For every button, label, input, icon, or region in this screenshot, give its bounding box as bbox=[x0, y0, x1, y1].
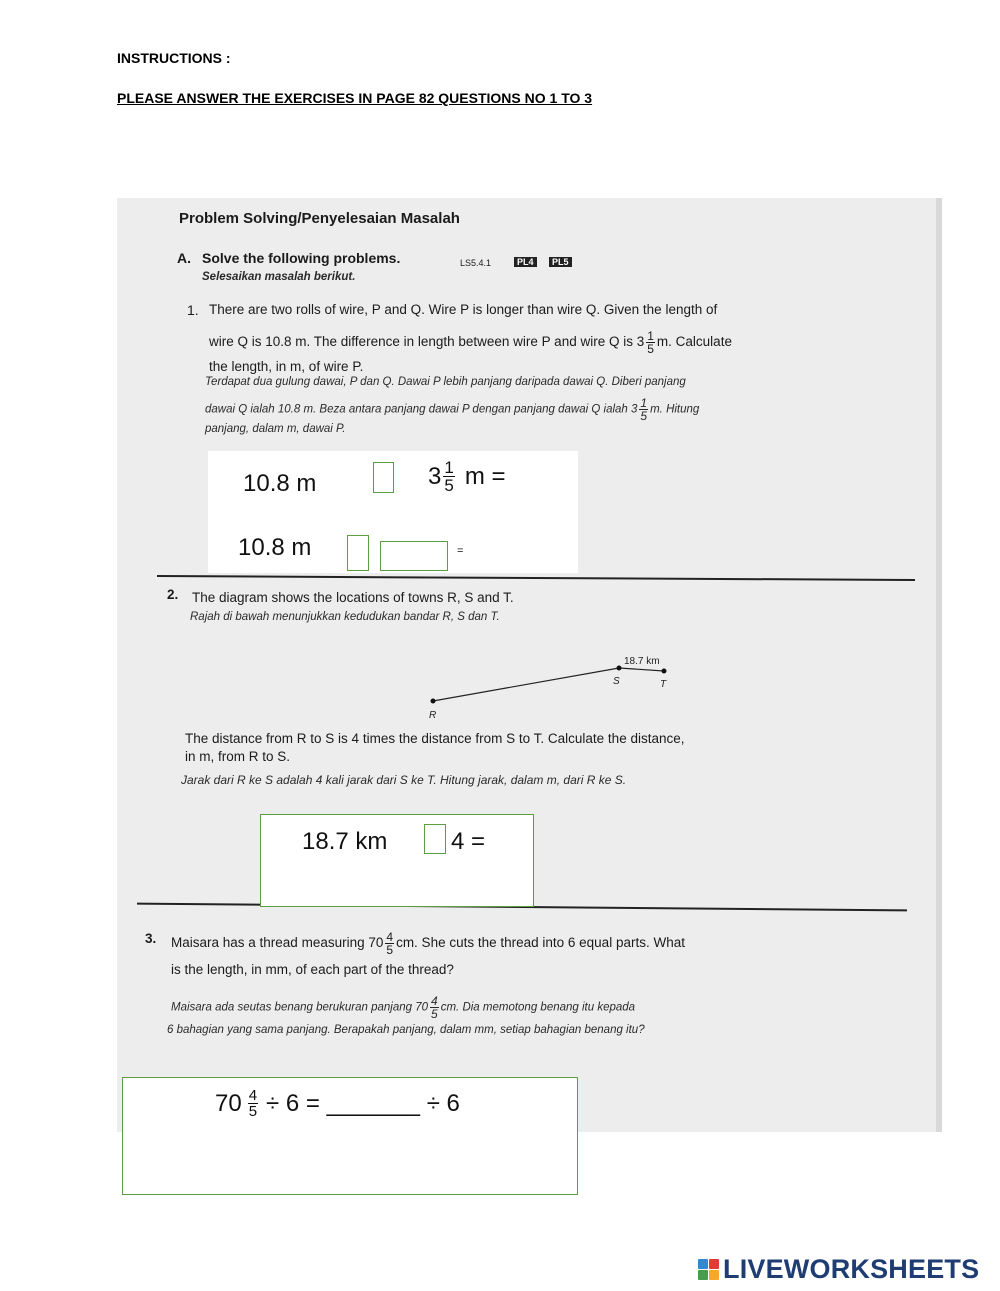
q1-english-line3: the length, in m, of wire P. bbox=[209, 359, 364, 374]
town-s-dot bbox=[617, 666, 622, 671]
q3-answer-fraction: $\frac{4}{5}$ bbox=[248, 1087, 258, 1120]
section-a-label: A. bbox=[177, 250, 191, 266]
q1-fraction-malay: $\frac{1}{5}$ bbox=[640, 396, 648, 423]
q1-english-line1: There are two rolls of wire, P and Q. Wire P is longer than wire Q. Given the length of bbox=[209, 302, 718, 317]
q2-number: 2. bbox=[167, 587, 179, 602]
section-heading: Problem Solving/Penyelesaian Masalah bbox=[179, 210, 460, 227]
q2-english-line2: in m, from R to S. bbox=[185, 749, 291, 764]
q3-fraction-malay: $\frac{4}{5}$ bbox=[431, 994, 438, 1021]
q2-english-intro: The diagram shows the locations of towns R, S and T. bbox=[192, 590, 514, 605]
page-edge bbox=[936, 198, 942, 1132]
q3-fraction: $\frac{4}{5}$ bbox=[386, 930, 394, 957]
q3-malay-line2: 6 bahagian yang sama panjang. Berapakah panjang, dalam mm, setiap bahagian benang itu? bbox=[167, 1024, 645, 1036]
q3-english-line2: is the length, in mm, of each part of the thread? bbox=[171, 962, 454, 977]
town-r-dot bbox=[431, 699, 436, 704]
q1-malay-line3: panjang, dalam m, dawai P. bbox=[205, 423, 346, 435]
road-r-to-s bbox=[433, 668, 619, 701]
q1-operator-input[interactable] bbox=[373, 462, 394, 493]
town-r-label: R bbox=[429, 710, 437, 721]
town-t-label: T bbox=[660, 679, 667, 690]
level-badge-pl4: PL4 bbox=[514, 257, 537, 267]
section-a-title-malay: Selesaikan masalah berikut. bbox=[202, 271, 356, 283]
q3-expression: 70 $\frac{4}{5}$ ÷ 6 = _______ ÷ 6 bbox=[215, 1087, 460, 1120]
q1-row2-operator-input[interactable] bbox=[347, 535, 369, 571]
q1-fraction: $\frac{1}{5}$ bbox=[647, 329, 654, 356]
town-t-dot bbox=[662, 669, 667, 674]
distance-label: 18.7 km bbox=[624, 656, 660, 667]
q1-row1-value: 10.8 m bbox=[243, 470, 317, 497]
q2-value: 18.7 km bbox=[302, 828, 388, 855]
town-s-label: S bbox=[613, 676, 620, 687]
scanned-textbook-page bbox=[117, 198, 942, 1132]
liveworksheets-logo bbox=[698, 1254, 979, 1285]
q1-row2-value: 10.8 m bbox=[238, 534, 312, 561]
q1-number: 1. bbox=[187, 302, 199, 318]
q1-malay-line2: dawai Q ialah 10.8 m. Beza antara panjang dawai P dengan panjang dawai Q ialah 3 $\frac{1}{5}$ m. Hitung bbox=[205, 396, 700, 423]
q1-row2-equals: = bbox=[457, 545, 464, 557]
level-badge-pl5: PL5 bbox=[549, 257, 572, 267]
q2-malay-intro: Rajah di bawah menunjukkan kedudukan bandar R, S dan T. bbox=[190, 611, 500, 623]
q2-operator-input[interactable] bbox=[424, 824, 446, 854]
q1-row2-value-input[interactable] bbox=[380, 541, 448, 571]
q2-tail: 4 = bbox=[451, 828, 486, 855]
towns-diagram bbox=[417, 653, 697, 723]
q3-number: 3. bbox=[145, 931, 157, 946]
q2-malay-line1: Jarak dari R ke S adalah 4 kali jarak dari S ke T. Hitung jarak, dalam m, dari R ke S. bbox=[181, 773, 627, 787]
q3-english-line1: Maisara has a thread measuring 70 $\frac{4}{5}$ cm. She cuts the thread into 6 equal parts. What bbox=[171, 930, 685, 957]
q2-english-line1: The distance from R to S is 4 times the distance from S to T. Calculate the distance, bbox=[185, 731, 685, 746]
divider-rule bbox=[157, 575, 915, 581]
q1-answer-fraction: $\frac{1}{5}$ bbox=[444, 458, 454, 495]
logo-mark-icon bbox=[698, 1259, 719, 1280]
instructions-title: INSTRUCTIONS : bbox=[117, 50, 231, 66]
q3-malay-line1: Maisara ada seutas benang berukuran panjang 70 $\frac{4}{5}$ cm. Dia memotong benang itu kepada bbox=[171, 994, 636, 1021]
road-s-to-t bbox=[619, 668, 664, 671]
q1-mixed-number: 3 $\frac{1}{5}$ m = bbox=[428, 458, 506, 495]
instructions-line: PLEASE ANSWER THE EXERCISES IN PAGE 82 QUESTIONS NO 1 TO 3 bbox=[117, 90, 593, 106]
q1-malay-line1: Terdapat dua gulung dawai, P dan Q. Dawai P lebih panjang daripada dawai Q. Diberi panjang bbox=[205, 376, 686, 388]
section-a-title: Solve the following problems. bbox=[202, 250, 401, 266]
section-a-code: LS5.4.1 bbox=[460, 258, 492, 268]
q1-english-line2: wire Q is 10.8 m. The difference in length between wire P and wire Q is 3 $\frac{1}{5}$ m. Calculate bbox=[209, 329, 732, 356]
brand-name: LIVEWORKSHEETS bbox=[723, 1254, 980, 1284]
